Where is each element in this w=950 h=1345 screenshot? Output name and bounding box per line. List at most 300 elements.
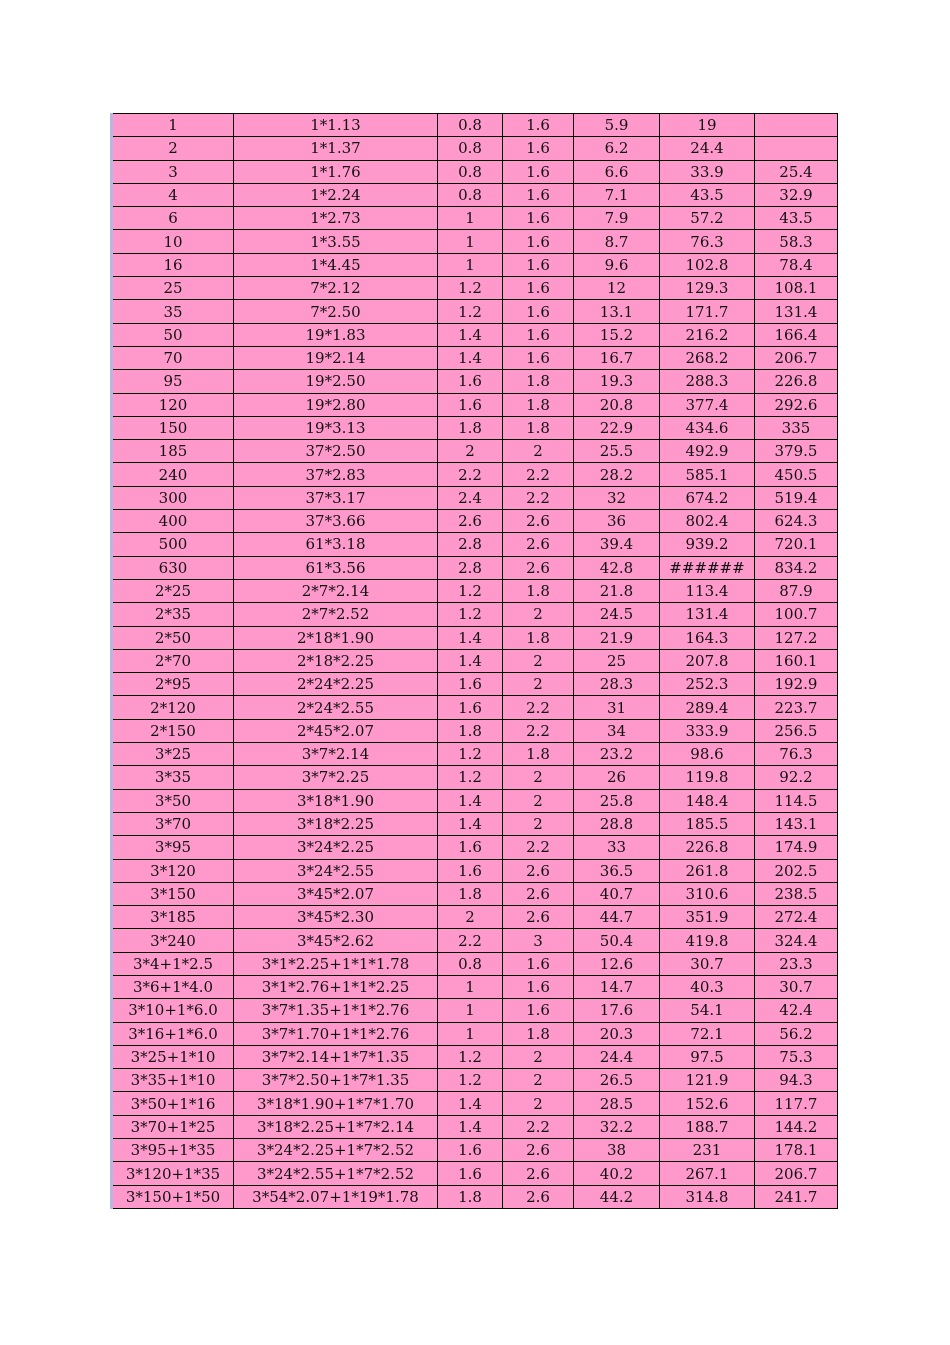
sheath-thickness-cell[interactable]: 2: [503, 766, 574, 789]
cross-section-cell[interactable]: 3*35+1*10: [112, 1069, 234, 1092]
value-b-cell[interactable]: 202.5: [755, 859, 838, 882]
sheath-thickness-cell[interactable]: 2.2: [503, 719, 574, 742]
value-a-cell[interactable]: 802.4: [660, 510, 755, 533]
conductor-structure-cell[interactable]: 3*24*2.25+1*7*2.52: [234, 1139, 438, 1162]
value-a-cell[interactable]: 164.3: [660, 626, 755, 649]
outer-diameter-cell[interactable]: 6.6: [574, 160, 660, 183]
conductor-structure-cell[interactable]: 19*2.14: [234, 346, 438, 369]
conductor-structure-cell[interactable]: 3*24*2.25: [234, 836, 438, 859]
insulation-thickness-cell[interactable]: 1.8: [438, 1185, 503, 1208]
conductor-structure-cell[interactable]: 3*7*2.50+1*7*1.35: [234, 1069, 438, 1092]
sheath-thickness-cell[interactable]: 3: [503, 929, 574, 952]
cross-section-cell[interactable]: 3*70: [112, 812, 234, 835]
cross-section-cell[interactable]: 3*4+1*2.5: [112, 952, 234, 975]
cross-section-cell[interactable]: 2*120: [112, 696, 234, 719]
cross-section-cell[interactable]: 2*150: [112, 719, 234, 742]
conductor-structure-cell[interactable]: 19*1.83: [234, 323, 438, 346]
conductor-structure-cell[interactable]: 37*3.17: [234, 486, 438, 509]
value-b-cell[interactable]: [755, 114, 838, 137]
cross-section-cell[interactable]: 1: [112, 114, 234, 137]
outer-diameter-cell[interactable]: 28.2: [574, 463, 660, 486]
sheath-thickness-cell[interactable]: 2: [503, 1069, 574, 1092]
sheath-thickness-cell[interactable]: 1.6: [503, 346, 574, 369]
value-a-cell[interactable]: 267.1: [660, 1162, 755, 1185]
outer-diameter-cell[interactable]: 13.1: [574, 300, 660, 323]
value-b-cell[interactable]: 166.4: [755, 323, 838, 346]
cross-section-cell[interactable]: 3*150+1*50: [112, 1185, 234, 1208]
outer-diameter-cell[interactable]: 12: [574, 277, 660, 300]
value-b-cell[interactable]: 206.7: [755, 346, 838, 369]
insulation-thickness-cell[interactable]: 0.8: [438, 160, 503, 183]
value-b-cell[interactable]: 192.9: [755, 673, 838, 696]
conductor-structure-cell[interactable]: 1*2.24: [234, 183, 438, 206]
value-a-cell[interactable]: 30.7: [660, 952, 755, 975]
value-a-cell[interactable]: 113.4: [660, 579, 755, 602]
conductor-structure-cell[interactable]: 3*7*2.14+1*7*1.35: [234, 1045, 438, 1068]
insulation-thickness-cell[interactable]: 1.4: [438, 323, 503, 346]
sheath-thickness-cell[interactable]: 1.6: [503, 114, 574, 137]
conductor-structure-cell[interactable]: 3*45*2.62: [234, 929, 438, 952]
value-a-cell[interactable]: 351.9: [660, 906, 755, 929]
value-b-cell[interactable]: 206.7: [755, 1162, 838, 1185]
sheath-thickness-cell[interactable]: 2.6: [503, 906, 574, 929]
insulation-thickness-cell[interactable]: 1.2: [438, 743, 503, 766]
value-a-cell[interactable]: 252.3: [660, 673, 755, 696]
value-b-cell[interactable]: 131.4: [755, 300, 838, 323]
value-a-cell[interactable]: 131.4: [660, 603, 755, 626]
value-b-cell[interactable]: 100.7: [755, 603, 838, 626]
value-b-cell[interactable]: 226.8: [755, 370, 838, 393]
conductor-structure-cell[interactable]: 37*2.50: [234, 440, 438, 463]
value-a-cell[interactable]: 289.4: [660, 696, 755, 719]
sheath-thickness-cell[interactable]: 1.8: [503, 416, 574, 439]
insulation-thickness-cell[interactable]: 1.4: [438, 346, 503, 369]
conductor-structure-cell[interactable]: 3*18*2.25: [234, 812, 438, 835]
value-b-cell[interactable]: 32.9: [755, 183, 838, 206]
cross-section-cell[interactable]: 3*10+1*6.0: [112, 999, 234, 1022]
sheath-thickness-cell[interactable]: 2.6: [503, 1185, 574, 1208]
outer-diameter-cell[interactable]: 5.9: [574, 114, 660, 137]
outer-diameter-cell[interactable]: 26.5: [574, 1069, 660, 1092]
outer-diameter-cell[interactable]: 28.5: [574, 1092, 660, 1115]
cross-section-cell[interactable]: 35: [112, 300, 234, 323]
conductor-structure-cell[interactable]: 1*1.13: [234, 114, 438, 137]
insulation-thickness-cell[interactable]: 1.6: [438, 673, 503, 696]
insulation-thickness-cell[interactable]: 1.8: [438, 416, 503, 439]
outer-diameter-cell[interactable]: 44.7: [574, 906, 660, 929]
insulation-thickness-cell[interactable]: 1.2: [438, 603, 503, 626]
value-b-cell[interactable]: 108.1: [755, 277, 838, 300]
cross-section-cell[interactable]: 4: [112, 183, 234, 206]
value-b-cell[interactable]: 117.7: [755, 1092, 838, 1115]
sheath-thickness-cell[interactable]: 2.2: [503, 1115, 574, 1138]
outer-diameter-cell[interactable]: 20.3: [574, 1022, 660, 1045]
cross-section-cell[interactable]: 3*25: [112, 743, 234, 766]
outer-diameter-cell[interactable]: 22.9: [574, 416, 660, 439]
value-a-cell[interactable]: 171.7: [660, 300, 755, 323]
insulation-thickness-cell[interactable]: 1: [438, 975, 503, 998]
outer-diameter-cell[interactable]: 21.8: [574, 579, 660, 602]
sheath-thickness-cell[interactable]: 1.8: [503, 370, 574, 393]
insulation-thickness-cell[interactable]: 1: [438, 1022, 503, 1045]
value-b-cell[interactable]: 75.3: [755, 1045, 838, 1068]
sheath-thickness-cell[interactable]: 1.6: [503, 975, 574, 998]
value-a-cell[interactable]: 231: [660, 1139, 755, 1162]
cross-section-cell[interactable]: 25: [112, 277, 234, 300]
outer-diameter-cell[interactable]: 34: [574, 719, 660, 742]
outer-diameter-cell[interactable]: 28.8: [574, 812, 660, 835]
conductor-structure-cell[interactable]: 3*18*1.90+1*7*1.70: [234, 1092, 438, 1115]
sheath-thickness-cell[interactable]: 1.6: [503, 277, 574, 300]
cross-section-cell[interactable]: 2*25: [112, 579, 234, 602]
value-a-cell[interactable]: 97.5: [660, 1045, 755, 1068]
value-b-cell[interactable]: 127.2: [755, 626, 838, 649]
conductor-structure-cell[interactable]: 3*54*2.07+1*19*1.78: [234, 1185, 438, 1208]
value-b-cell[interactable]: [755, 137, 838, 160]
insulation-thickness-cell[interactable]: 1.8: [438, 882, 503, 905]
cross-section-cell[interactable]: 400: [112, 510, 234, 533]
outer-diameter-cell[interactable]: 25.8: [574, 789, 660, 812]
conductor-structure-cell[interactable]: 3*1*2.76+1*1*2.25: [234, 975, 438, 998]
insulation-thickness-cell[interactable]: 1.6: [438, 1139, 503, 1162]
conductor-structure-cell[interactable]: 7*2.12: [234, 277, 438, 300]
outer-diameter-cell[interactable]: 8.7: [574, 230, 660, 253]
conductor-structure-cell[interactable]: 1*4.45: [234, 253, 438, 276]
value-b-cell[interactable]: 379.5: [755, 440, 838, 463]
value-b-cell[interactable]: 324.4: [755, 929, 838, 952]
value-a-cell[interactable]: 185.5: [660, 812, 755, 835]
sheath-thickness-cell[interactable]: 2: [503, 603, 574, 626]
cross-section-cell[interactable]: 6: [112, 207, 234, 230]
sheath-thickness-cell[interactable]: 2.6: [503, 556, 574, 579]
insulation-thickness-cell[interactable]: 1.6: [438, 393, 503, 416]
insulation-thickness-cell[interactable]: 1.4: [438, 649, 503, 672]
insulation-thickness-cell[interactable]: 2: [438, 906, 503, 929]
value-b-cell[interactable]: 58.3: [755, 230, 838, 253]
value-a-cell[interactable]: 33.9: [660, 160, 755, 183]
insulation-thickness-cell[interactable]: 1.2: [438, 300, 503, 323]
value-a-cell[interactable]: 261.8: [660, 859, 755, 882]
outer-diameter-cell[interactable]: 24.5: [574, 603, 660, 626]
value-b-cell[interactable]: 178.1: [755, 1139, 838, 1162]
conductor-structure-cell[interactable]: 19*2.50: [234, 370, 438, 393]
insulation-thickness-cell[interactable]: 2: [438, 440, 503, 463]
value-a-cell[interactable]: 98.6: [660, 743, 755, 766]
outer-diameter-cell[interactable]: 40.7: [574, 882, 660, 905]
value-a-cell[interactable]: 188.7: [660, 1115, 755, 1138]
insulation-thickness-cell[interactable]: 0.8: [438, 114, 503, 137]
value-b-cell[interactable]: 43.5: [755, 207, 838, 230]
outer-diameter-cell[interactable]: 17.6: [574, 999, 660, 1022]
cross-section-cell[interactable]: 3*50: [112, 789, 234, 812]
conductor-structure-cell[interactable]: 3*24*2.55+1*7*2.52: [234, 1162, 438, 1185]
insulation-thickness-cell[interactable]: 1.2: [438, 1045, 503, 1068]
insulation-thickness-cell[interactable]: 0.8: [438, 952, 503, 975]
value-a-cell[interactable]: 268.2: [660, 346, 755, 369]
insulation-thickness-cell[interactable]: 2.8: [438, 533, 503, 556]
value-a-cell[interactable]: 585.1: [660, 463, 755, 486]
outer-diameter-cell[interactable]: 19.3: [574, 370, 660, 393]
outer-diameter-cell[interactable]: 44.2: [574, 1185, 660, 1208]
value-b-cell[interactable]: 450.5: [755, 463, 838, 486]
cross-section-cell[interactable]: 2*50: [112, 626, 234, 649]
value-b-cell[interactable]: 114.5: [755, 789, 838, 812]
value-b-cell[interactable]: 76.3: [755, 743, 838, 766]
conductor-structure-cell[interactable]: 2*24*2.55: [234, 696, 438, 719]
value-b-cell[interactable]: 292.6: [755, 393, 838, 416]
value-b-cell[interactable]: 25.4: [755, 160, 838, 183]
outer-diameter-cell[interactable]: 36.5: [574, 859, 660, 882]
value-a-cell[interactable]: 226.8: [660, 836, 755, 859]
value-a-cell[interactable]: 54.1: [660, 999, 755, 1022]
value-b-cell[interactable]: 94.3: [755, 1069, 838, 1092]
value-b-cell[interactable]: 272.4: [755, 906, 838, 929]
conductor-structure-cell[interactable]: 1*3.55: [234, 230, 438, 253]
insulation-thickness-cell[interactable]: 1.6: [438, 696, 503, 719]
insulation-thickness-cell[interactable]: 1.4: [438, 812, 503, 835]
value-a-cell[interactable]: 24.4: [660, 137, 755, 160]
sheath-thickness-cell[interactable]: 2.6: [503, 510, 574, 533]
outer-diameter-cell[interactable]: 32: [574, 486, 660, 509]
sheath-thickness-cell[interactable]: 1.8: [503, 393, 574, 416]
insulation-thickness-cell[interactable]: 1.2: [438, 766, 503, 789]
outer-diameter-cell[interactable]: 26: [574, 766, 660, 789]
sheath-thickness-cell[interactable]: 1.6: [503, 183, 574, 206]
value-a-cell[interactable]: 333.9: [660, 719, 755, 742]
value-b-cell[interactable]: 834.2: [755, 556, 838, 579]
insulation-thickness-cell[interactable]: 1: [438, 253, 503, 276]
cross-section-cell[interactable]: 3*120: [112, 859, 234, 882]
cross-section-cell[interactable]: 3*150: [112, 882, 234, 905]
outer-diameter-cell[interactable]: 25.5: [574, 440, 660, 463]
value-b-cell[interactable]: 238.5: [755, 882, 838, 905]
value-a-cell[interactable]: 419.8: [660, 929, 755, 952]
outer-diameter-cell[interactable]: 16.7: [574, 346, 660, 369]
value-a-cell[interactable]: 121.9: [660, 1069, 755, 1092]
insulation-thickness-cell[interactable]: 1.4: [438, 626, 503, 649]
outer-diameter-cell[interactable]: 31: [574, 696, 660, 719]
cross-section-cell[interactable]: 16: [112, 253, 234, 276]
cross-section-cell[interactable]: 300: [112, 486, 234, 509]
outer-diameter-cell[interactable]: 32.2: [574, 1115, 660, 1138]
cross-section-cell[interactable]: 3*16+1*6.0: [112, 1022, 234, 1045]
insulation-thickness-cell[interactable]: 0.8: [438, 183, 503, 206]
cross-section-cell[interactable]: 3*240: [112, 929, 234, 952]
conductor-structure-cell[interactable]: 2*18*1.90: [234, 626, 438, 649]
conductor-structure-cell[interactable]: 2*45*2.07: [234, 719, 438, 742]
value-b-cell[interactable]: 30.7: [755, 975, 838, 998]
cross-section-cell[interactable]: 500: [112, 533, 234, 556]
value-b-cell[interactable]: 720.1: [755, 533, 838, 556]
insulation-thickness-cell[interactable]: 2.2: [438, 929, 503, 952]
cross-section-cell[interactable]: 120: [112, 393, 234, 416]
value-a-cell[interactable]: 939.2: [660, 533, 755, 556]
cross-section-cell[interactable]: 10: [112, 230, 234, 253]
outer-diameter-cell[interactable]: 39.4: [574, 533, 660, 556]
insulation-thickness-cell[interactable]: 1.6: [438, 836, 503, 859]
outer-diameter-cell[interactable]: 7.1: [574, 183, 660, 206]
conductor-structure-cell[interactable]: 7*2.50: [234, 300, 438, 323]
value-a-cell[interactable]: 434.6: [660, 416, 755, 439]
sheath-thickness-cell[interactable]: 2: [503, 1045, 574, 1068]
insulation-thickness-cell[interactable]: 2.6: [438, 510, 503, 533]
sheath-thickness-cell[interactable]: 2: [503, 440, 574, 463]
cross-section-cell[interactable]: 3*95+1*35: [112, 1139, 234, 1162]
conductor-structure-cell[interactable]: 2*7*2.14: [234, 579, 438, 602]
outer-diameter-cell[interactable]: 42.8: [574, 556, 660, 579]
insulation-thickness-cell[interactable]: 1.4: [438, 1115, 503, 1138]
sheath-thickness-cell[interactable]: 1.8: [503, 626, 574, 649]
sheath-thickness-cell[interactable]: 1.8: [503, 743, 574, 766]
value-a-cell[interactable]: 43.5: [660, 183, 755, 206]
insulation-thickness-cell[interactable]: 1.2: [438, 579, 503, 602]
sheath-thickness-cell[interactable]: 1.6: [503, 999, 574, 1022]
conductor-structure-cell[interactable]: 37*3.66: [234, 510, 438, 533]
insulation-thickness-cell[interactable]: 1.6: [438, 1162, 503, 1185]
conductor-structure-cell[interactable]: 61*3.56: [234, 556, 438, 579]
value-b-cell[interactable]: 143.1: [755, 812, 838, 835]
value-b-cell[interactable]: 87.9: [755, 579, 838, 602]
value-b-cell[interactable]: 160.1: [755, 649, 838, 672]
outer-diameter-cell[interactable]: 36: [574, 510, 660, 533]
sheath-thickness-cell[interactable]: 1.6: [503, 207, 574, 230]
cross-section-cell[interactable]: 240: [112, 463, 234, 486]
conductor-structure-cell[interactable]: 19*2.80: [234, 393, 438, 416]
cross-section-cell[interactable]: 95: [112, 370, 234, 393]
sheath-thickness-cell[interactable]: 1.6: [503, 160, 574, 183]
conductor-structure-cell[interactable]: 2*24*2.25: [234, 673, 438, 696]
value-b-cell[interactable]: 624.3: [755, 510, 838, 533]
cross-section-cell[interactable]: 3*70+1*25: [112, 1115, 234, 1138]
cross-section-cell[interactable]: 2*35: [112, 603, 234, 626]
conductor-structure-cell[interactable]: 1*2.73: [234, 207, 438, 230]
sheath-thickness-cell[interactable]: 2: [503, 649, 574, 672]
outer-diameter-cell[interactable]: 20.8: [574, 393, 660, 416]
cross-section-cell[interactable]: 3*25+1*10: [112, 1045, 234, 1068]
conductor-structure-cell[interactable]: 1*1.76: [234, 160, 438, 183]
insulation-thickness-cell[interactable]: 1.6: [438, 859, 503, 882]
value-b-cell[interactable]: 256.5: [755, 719, 838, 742]
cross-section-cell[interactable]: 630: [112, 556, 234, 579]
outer-diameter-cell[interactable]: 50.4: [574, 929, 660, 952]
value-a-cell[interactable]: 216.2: [660, 323, 755, 346]
value-a-cell[interactable]: 152.6: [660, 1092, 755, 1115]
value-a-cell[interactable]: 207.8: [660, 649, 755, 672]
value-b-cell[interactable]: 241.7: [755, 1185, 838, 1208]
conductor-structure-cell[interactable]: 3*7*1.70+1*1*2.76: [234, 1022, 438, 1045]
cross-section-cell[interactable]: 3*35: [112, 766, 234, 789]
value-a-cell[interactable]: 377.4: [660, 393, 755, 416]
cross-section-cell[interactable]: 2*70: [112, 649, 234, 672]
sheath-thickness-cell[interactable]: 2.6: [503, 859, 574, 882]
outer-diameter-cell[interactable]: 14.7: [574, 975, 660, 998]
insulation-thickness-cell[interactable]: 2.4: [438, 486, 503, 509]
value-b-cell[interactable]: 42.4: [755, 999, 838, 1022]
outer-diameter-cell[interactable]: 9.6: [574, 253, 660, 276]
cross-section-cell[interactable]: 3*95: [112, 836, 234, 859]
conductor-structure-cell[interactable]: 19*3.13: [234, 416, 438, 439]
sheath-thickness-cell[interactable]: 2.2: [503, 486, 574, 509]
value-b-cell[interactable]: 78.4: [755, 253, 838, 276]
value-a-cell[interactable]: 148.4: [660, 789, 755, 812]
value-b-cell[interactable]: 56.2: [755, 1022, 838, 1045]
cross-section-cell[interactable]: 70: [112, 346, 234, 369]
value-b-cell[interactable]: 174.9: [755, 836, 838, 859]
sheath-thickness-cell[interactable]: 2.6: [503, 1139, 574, 1162]
conductor-structure-cell[interactable]: 3*7*1.35+1*1*2.76: [234, 999, 438, 1022]
insulation-thickness-cell[interactable]: 2.8: [438, 556, 503, 579]
sheath-thickness-cell[interactable]: 1.6: [503, 137, 574, 160]
value-a-cell[interactable]: 674.2: [660, 486, 755, 509]
cross-section-cell[interactable]: 185: [112, 440, 234, 463]
sheath-thickness-cell[interactable]: 1.8: [503, 1022, 574, 1045]
insulation-thickness-cell[interactable]: 1.4: [438, 1092, 503, 1115]
sheath-thickness-cell[interactable]: 2.2: [503, 463, 574, 486]
cross-section-cell[interactable]: 3*120+1*35: [112, 1162, 234, 1185]
insulation-thickness-cell[interactable]: 2.2: [438, 463, 503, 486]
sheath-thickness-cell[interactable]: 1.6: [503, 323, 574, 346]
conductor-structure-cell[interactable]: 2*18*2.25: [234, 649, 438, 672]
conductor-structure-cell[interactable]: 3*18*1.90: [234, 789, 438, 812]
sheath-thickness-cell[interactable]: 2: [503, 1092, 574, 1115]
value-b-cell[interactable]: 144.2: [755, 1115, 838, 1138]
sheath-thickness-cell[interactable]: 2.6: [503, 882, 574, 905]
conductor-structure-cell[interactable]: 3*7*2.14: [234, 743, 438, 766]
value-b-cell[interactable]: 519.4: [755, 486, 838, 509]
outer-diameter-cell[interactable]: 38: [574, 1139, 660, 1162]
conductor-structure-cell[interactable]: 3*24*2.55: [234, 859, 438, 882]
value-a-cell[interactable]: 129.3: [660, 277, 755, 300]
cross-section-cell[interactable]: 3*50+1*16: [112, 1092, 234, 1115]
cross-section-cell[interactable]: 2*95: [112, 673, 234, 696]
value-a-cell[interactable]: 288.3: [660, 370, 755, 393]
value-a-cell[interactable]: 19: [660, 114, 755, 137]
cross-section-cell[interactable]: 50: [112, 323, 234, 346]
insulation-thickness-cell[interactable]: 1.8: [438, 719, 503, 742]
insulation-thickness-cell[interactable]: 1: [438, 230, 503, 253]
conductor-structure-cell[interactable]: 2*7*2.52: [234, 603, 438, 626]
value-a-cell[interactable]: 72.1: [660, 1022, 755, 1045]
value-a-cell[interactable]: 310.6: [660, 882, 755, 905]
value-a-cell[interactable]: ######: [660, 556, 755, 579]
conductor-structure-cell[interactable]: 1*1.37: [234, 137, 438, 160]
value-a-cell[interactable]: 102.8: [660, 253, 755, 276]
outer-diameter-cell[interactable]: 33: [574, 836, 660, 859]
outer-diameter-cell[interactable]: 25: [574, 649, 660, 672]
sheath-thickness-cell[interactable]: 2.2: [503, 836, 574, 859]
outer-diameter-cell[interactable]: 23.2: [574, 743, 660, 766]
cross-section-cell[interactable]: 2: [112, 137, 234, 160]
outer-diameter-cell[interactable]: 21.9: [574, 626, 660, 649]
value-a-cell[interactable]: 40.3: [660, 975, 755, 998]
sheath-thickness-cell[interactable]: 1.8: [503, 579, 574, 602]
conductor-structure-cell[interactable]: 3*1*2.25+1*1*1.78: [234, 952, 438, 975]
insulation-thickness-cell[interactable]: 1: [438, 999, 503, 1022]
value-b-cell[interactable]: 92.2: [755, 766, 838, 789]
sheath-thickness-cell[interactable]: 1.6: [503, 230, 574, 253]
outer-diameter-cell[interactable]: 24.4: [574, 1045, 660, 1068]
insulation-thickness-cell[interactable]: 1.4: [438, 789, 503, 812]
conductor-structure-cell[interactable]: 61*3.18: [234, 533, 438, 556]
value-b-cell[interactable]: 223.7: [755, 696, 838, 719]
insulation-thickness-cell[interactable]: 1: [438, 207, 503, 230]
value-a-cell[interactable]: 492.9: [660, 440, 755, 463]
cross-section-cell[interactable]: 3*6+1*4.0: [112, 975, 234, 998]
conductor-structure-cell[interactable]: 3*7*2.25: [234, 766, 438, 789]
value-a-cell[interactable]: 57.2: [660, 207, 755, 230]
cross-section-cell[interactable]: 150: [112, 416, 234, 439]
conductor-structure-cell[interactable]: 3*45*2.30: [234, 906, 438, 929]
